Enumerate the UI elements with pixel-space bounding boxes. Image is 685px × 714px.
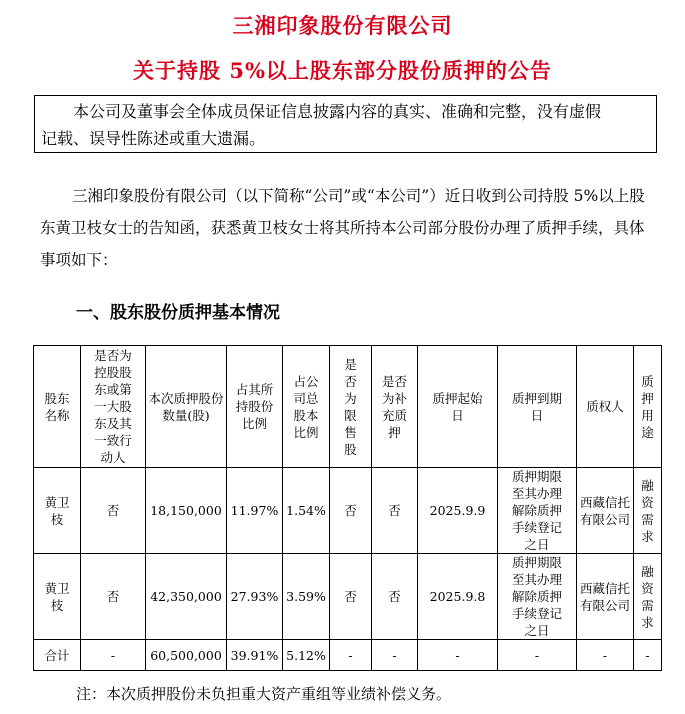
cell-name: 黄卫枝 (34, 468, 81, 554)
header-pledgee: 质权人 (577, 346, 634, 468)
announcement-title: 关于持股 5%以上股东部分股份质押的公告 (133, 58, 552, 83)
cell-pledgee: 西藏信托有限公司 (577, 468, 634, 554)
company-name: 三湘印象股份有限公司 (232, 13, 453, 38)
total-label: 合计 (34, 640, 81, 671)
total-restricted: - (330, 640, 372, 671)
total-start: - (418, 640, 498, 671)
cell-pct-own: 11.97% (227, 468, 283, 554)
header-restricted: 是否为限售股 (330, 346, 372, 468)
cell-pledgee: 西藏信托有限公司 (577, 554, 634, 640)
cell-end: 质押期限至其办理解除质押手续登记之日 (498, 554, 577, 640)
cell-quantity: 18,150,000 (146, 468, 227, 554)
total-controlling: - (81, 640, 146, 671)
header-supplementary: 是否为补充质押 (372, 346, 418, 468)
table-header-row (34, 346, 662, 468)
cell-supplementary: 否 (372, 468, 418, 554)
pledge-table (33, 345, 662, 671)
cell-start: 2025.9.8 (418, 554, 498, 640)
cell-pct-own: 27.93% (227, 554, 283, 640)
intro-paragraph: 三湘印象股份有限公司（以下简称“公司”或“本公司”）近日收到公司持股 5%以上股东黄卫枝女士的告知函，获悉黄卫枝女士将其所持本公司部分股份办理了质押手续，具体事项如下： (40, 187, 645, 269)
header-end: 质押到期日 (498, 346, 577, 468)
disclaimer-line-1: 本公司及董事会全体成员保证信息披露内容的真实、准确和完整，没有虚假 (73, 102, 602, 121)
footnote: 注：本次质押股份未负担重大资产重组等业绩补偿义务。 (76, 685, 452, 703)
disclaimer-line-2: 记载、误导性陈述或重大遗漏。 (41, 129, 266, 148)
disclaimer-box (34, 95, 657, 153)
cell-purpose: 融资需求 (634, 554, 662, 640)
table-row (34, 554, 662, 640)
cell-controlling: 否 (81, 554, 146, 640)
total-supplementary: - (372, 640, 418, 671)
table-total-row (34, 640, 662, 671)
cell-pct-total: 1.54% (283, 468, 330, 554)
total-end: - (498, 640, 577, 671)
section-title: 一、股东股份质押基本情况 (76, 303, 280, 323)
header-controlling: 是否为控股股东或第一大股东及其一致行动人 (81, 346, 146, 468)
cell-purpose: 融资需求 (634, 468, 662, 554)
total-pct-own: 39.91% (227, 640, 283, 671)
header-name: 股东名称 (34, 346, 81, 468)
cell-quantity: 42,350,000 (146, 554, 227, 640)
header-purpose: 质押用途 (634, 346, 662, 468)
table-row (34, 468, 662, 554)
total-pledgee: - (577, 640, 634, 671)
header-pct-own: 占其所持股份比例 (227, 346, 283, 468)
cell-restricted: 否 (330, 468, 372, 554)
total-pct-total: 5.12% (283, 640, 330, 671)
header-quantity: 本次质押股份数量(股) (146, 346, 227, 468)
cell-end: 质押期限至其办理解除质押手续登记之日 (498, 468, 577, 554)
header-start: 质押起始日 (418, 346, 498, 468)
cell-supplementary: 否 (372, 554, 418, 640)
cell-controlling: 否 (81, 468, 146, 554)
cell-pct-total: 3.59% (283, 554, 330, 640)
cell-start: 2025.9.9 (418, 468, 498, 554)
cell-restricted: 否 (330, 554, 372, 640)
header-pct-total: 占公司总股本比例 (283, 346, 330, 468)
total-quantity: 60,500,000 (146, 640, 227, 671)
total-purpose: - (634, 640, 662, 671)
cell-name: 黄卫枝 (34, 554, 81, 640)
